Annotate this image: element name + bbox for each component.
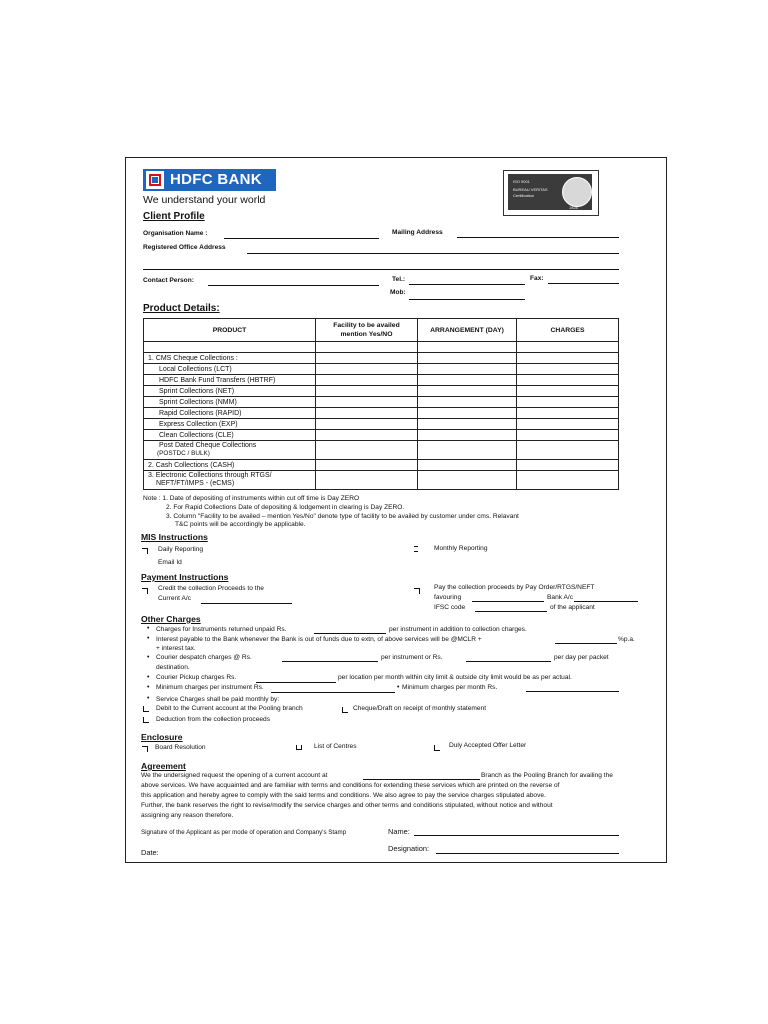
table-row: Local Collections (LCT) bbox=[144, 364, 619, 375]
brand-name: HDFC BANK bbox=[170, 171, 262, 188]
table-row: 1. CMS Cheque Collections : bbox=[144, 353, 619, 364]
monthly-reporting-checkbox[interactable] bbox=[414, 546, 418, 552]
note-1: Note : 1. Date of depositing of instruments within cut off time is Day ZERO bbox=[143, 495, 360, 502]
facility-header: Facility to be availed mention Yes/NO bbox=[316, 319, 418, 342]
mailing-address-label: Mailing Address bbox=[392, 229, 443, 236]
charges-header: CHARGES bbox=[517, 319, 619, 342]
table-row: Rapid Collections (RAPID) bbox=[144, 408, 619, 419]
fax-field[interactable] bbox=[548, 283, 619, 284]
certification-badge: ISO 9001 BUREAU VERITAS Certification 1828 bbox=[503, 170, 599, 216]
tel-field[interactable] bbox=[409, 284, 525, 285]
returned-unpaid-field[interactable] bbox=[314, 633, 386, 634]
client-profile-title: Client Profile bbox=[143, 211, 205, 222]
bullet: • bbox=[147, 684, 150, 691]
name-field[interactable] bbox=[414, 835, 619, 836]
name-label: Name: bbox=[388, 827, 410, 836]
product-header: PRODUCT bbox=[144, 319, 316, 342]
favouring-label: favouring bbox=[434, 594, 462, 601]
hdfc-logo-icon bbox=[146, 171, 164, 189]
email-id-label: Email Id bbox=[158, 559, 182, 566]
ifsc-field[interactable] bbox=[475, 611, 547, 612]
bullet: • bbox=[147, 654, 150, 661]
min-charges-month-field[interactable] bbox=[526, 691, 619, 692]
certification-seal-icon bbox=[562, 177, 592, 207]
bullet: • bbox=[147, 635, 150, 642]
registered-office-field-line2[interactable] bbox=[143, 269, 619, 270]
ifsc-label: IFSC code bbox=[434, 604, 466, 611]
table-row: HDFC Bank Fund Transfers (HBTRF) bbox=[144, 375, 619, 386]
table-row bbox=[144, 342, 619, 353]
designation-label: Designation: bbox=[388, 844, 430, 853]
designation-field[interactable] bbox=[436, 853, 619, 854]
courier-pickup-field[interactable] bbox=[256, 682, 336, 683]
daily-reporting-label: Daily Reporting bbox=[158, 546, 204, 553]
enclosure-title: Enclosure bbox=[141, 732, 183, 742]
mob-label: Mob: bbox=[390, 289, 406, 296]
current-ac-field[interactable] bbox=[201, 603, 292, 604]
pay-order-label: Pay the collection proceeds by Pay Order/RTGS/NEFT bbox=[434, 584, 595, 591]
offer-letter-checkbox[interactable] bbox=[434, 745, 440, 751]
credit-proceeds-checkbox[interactable] bbox=[142, 588, 148, 594]
bank-ac-field[interactable] bbox=[574, 601, 638, 602]
signature-label: Signature of the Applicant as per mode of operation and Company's Stamp bbox=[141, 829, 347, 836]
pay-order-checkbox[interactable] bbox=[414, 588, 420, 594]
courier-packet-field[interactable] bbox=[466, 661, 551, 662]
org-name-label: Organisation Name : bbox=[143, 230, 208, 237]
courier-despatch-field[interactable] bbox=[282, 661, 378, 662]
product-table bbox=[143, 318, 619, 490]
other-charges-title: Other Charges bbox=[141, 614, 201, 624]
table-row: 2. Cash Collections (CASH) bbox=[144, 460, 619, 471]
applicant-label: of the applicant bbox=[550, 604, 595, 611]
bullet: • bbox=[147, 674, 150, 681]
tel-label: Tel.: bbox=[392, 276, 406, 283]
table-row: Sprint Collections (NMM) bbox=[144, 397, 619, 408]
registered-office-field[interactable] bbox=[247, 253, 619, 254]
debit-current-account-checkbox[interactable] bbox=[143, 706, 149, 712]
table-row: Clean Collections (CLE) bbox=[144, 430, 619, 441]
table-row: Sprint Collections (NET) bbox=[144, 386, 619, 397]
contact-person-label: Contact Person: bbox=[143, 277, 194, 284]
note-3: 3. Column "Facility to be availed – mention Yes/No" denote type of facility to be availed by customer under cms. Relavant bbox=[166, 513, 519, 520]
bank-ac-label: Bank A/c bbox=[547, 594, 574, 601]
mclr-field[interactable] bbox=[555, 643, 617, 644]
table-row: 3. Electronic Collections through RTGS/ NEFT/FT/IMPS - (eCMS) bbox=[144, 471, 619, 490]
agreement-title: Agreement bbox=[141, 761, 186, 771]
bullet: • bbox=[147, 695, 150, 702]
bullet: • bbox=[147, 625, 150, 632]
arrangement-header: ARRANGEMENT (DAY) bbox=[418, 319, 517, 342]
min-charges-instrument-field[interactable] bbox=[271, 692, 395, 693]
product-details-title: Product Details: bbox=[143, 303, 220, 314]
monthly-reporting-label: Monthly Reporting bbox=[434, 545, 488, 552]
org-name-field[interactable] bbox=[224, 238, 379, 239]
board-resolution-checkbox[interactable] bbox=[142, 746, 148, 752]
pooling-branch-field[interactable] bbox=[363, 779, 480, 780]
mob-field[interactable] bbox=[409, 299, 525, 300]
application-form: HDFC BANK We understand your world ISO 9001 BUREAU VERITAS Certification 1828 Client Profile Organisation Name : Mailing Address Registered Office Address Contact Person: Tel.: Fax: Mob: Product Details: PRODUCT Facility to be availed mention Yes/NO ARRANGEMENT (DAY) CHARGES 1. CMS Cheque Collections : Local Collections (LCT) HDFC Bank Fund Transfers (HBTRF) Sprint Collections (NET) Sprint Collections (NMM) Rapid Collections (RAPID) Express Collection (EXP) Clean Collections (CLE) Post Dated Cheque Collections (POSTDC / BULK) 2. Cash Collections (CASH) 3. Electronic Collections through RTGS/ NEFT/FT/IMPS - (eCMS) Note : 1. Date of depositing of instruments within cut off time is Day ZERO 2. For Rapid Collections Date of depositing & lodgement in clearing is Day ZERO. 3. Column "Facility to be availed – mention Yes/No" denote type of facility to be availed by customer under cms. Relavant T&C points will be accordingly be applicable. MIS Instructions Daily Reporting Monthly Reporting Email Id Payment Instructions Credit the collection Proceeds to the Current A/c Pay the collection proceeds by Pay Order/RTGS/NEFT favouring Bank A/c IFSC code of the applicant Other Charges • Charges for Instruments returned unpaid Rs. per instrument in addition to collection charges. • Interest payable to the Bank whenever the Bank is out of funds due to extn, of above services will be @MCLR + %p.a. + interest tax. • Courier despatch charges @ Rs. per instrument or Rs. per day per packet destination. • Courier Pickup charges Rs. per location per month within city limit & outside city limit would be as per actual. • Minimum charges per instrument Rs. • Minimum charges per month Rs. • Service Charges shall be paid monthly by: Debit to the Current account at the Pooling branch Cheque/Draft on receipt of monthly statement Deduction from the collection proceeds Enclosure Board Resolution List of Centres Duly Accepted Offer Letter Agreement We the undersigned request the opening of a current account at Branch as the Pooling Branch for availing the above services. We have acquainted and are familiar with terms and conditions for extending these services which are printed on the reverse of this application and hereby agree to comply with the said terms and conditions. We also agree to pay the service charges stipulated above. Further, the bank reserves the right to revise/modify the service charges and other terms and conditions stipulated, without notice and without assigning any reason therefore. Signature of the Applicant as per mode of operation and Company's Stamp Name: Date: Designation: bbox=[125, 157, 667, 863]
date-label: Date: bbox=[141, 848, 159, 857]
mis-title: MIS Instructions bbox=[141, 532, 208, 542]
credit-proceeds-label: Credit the collection Proceeds to the bbox=[158, 585, 264, 592]
mailing-address-field[interactable] bbox=[457, 237, 619, 238]
note-2: 2. For Rapid Collections Date of depositing & lodgement in clearing is Day ZERO. bbox=[166, 504, 405, 511]
table-row: Post Dated Cheque Collections (POSTDC / BULK) bbox=[144, 441, 619, 460]
fax-label: Fax: bbox=[530, 275, 544, 282]
daily-reporting-checkbox[interactable] bbox=[142, 548, 148, 554]
favouring-field[interactable] bbox=[472, 601, 544, 602]
contact-person-field[interactable] bbox=[208, 285, 379, 286]
hdfc-logo bbox=[143, 169, 276, 191]
note-4: T&C points will be accordingly be applicable. bbox=[175, 521, 306, 528]
brand-tagline: We understand your world bbox=[143, 194, 266, 206]
registered-office-label: Registered Office Address bbox=[143, 244, 226, 251]
current-ac-label: Current A/c bbox=[158, 595, 191, 602]
payment-title: Payment Instructions bbox=[141, 572, 229, 582]
deduction-checkbox[interactable] bbox=[143, 717, 149, 723]
table-row: Express Collection (EXP) bbox=[144, 419, 619, 430]
cheque-draft-checkbox[interactable] bbox=[342, 707, 348, 713]
list-of-centres-checkbox[interactable] bbox=[296, 745, 302, 750]
